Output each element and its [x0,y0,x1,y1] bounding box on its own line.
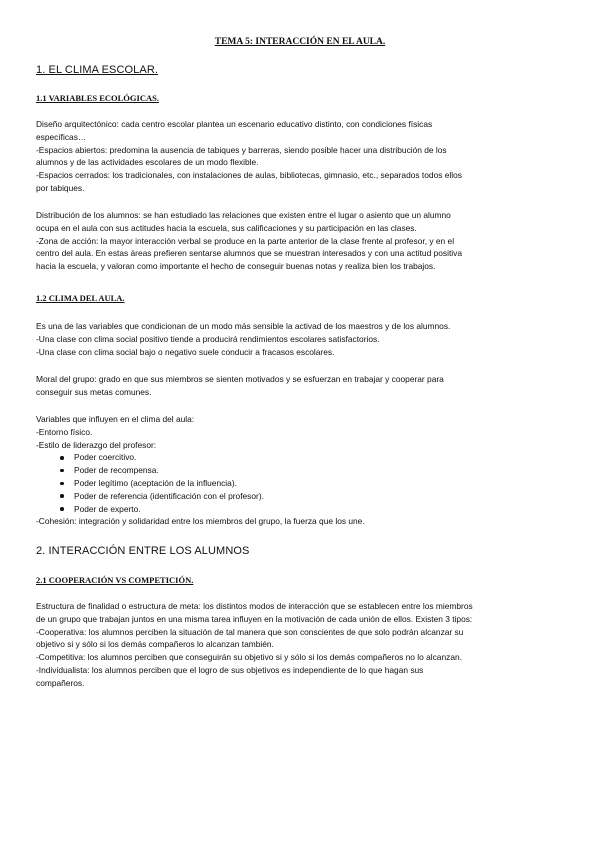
text-line: centro del aula. En estas áreas prefieren sentarse alumnos que se muestran interesados y con una actitud positiva [36,248,462,259]
group-morale-paragraph [36,373,571,399]
bullet-list-item: Poder de recompensa. [36,464,571,477]
text-line: ocupa en el aula con sus actitudes hacia la escuela, sus calificaciones y su participación en las clases. [36,222,417,233]
text-line: -Espacios cerrados: los tradicionales, con instalaciones de aulas, bibliotecas, gimnasio, etc., separados todos ellos [36,170,462,181]
section-1-heading: 1. EL CLIMA ESCOLAR. [36,64,159,76]
text-line: Es una de las variables que condicionan de un modo más sensible la activad de los maestros y de los alumnos. [36,321,451,331]
text-line: hacia la escuela, y valoran como importante el hecho de conseguir buenas notas y realiza bien los trabajos. [36,261,436,272]
text-line: Estructura de finalidad o estructura de meta: los distintos modos de interacción que se establecen entre los miembros [36,601,473,611]
text-line: Diseño arquitectónico: cada centro escolar plantea un escenario educativo distinto, con condiciones físicas [36,119,433,129]
text-line: -Competitiva: los alumnos perciben que conseguirán su objetivo si y sólo si los demás compañeros no lo alcanzan. [36,652,462,663]
subsection-2-1-heading: 2.1 COOPERACIÓN VS COMPETICIÓN. [36,575,194,585]
text-line: Distribución de los alumnos: se han estudiado las relaciones que existen entre el lugar o asiento que un alumno [36,210,451,220]
subsection-1-1-heading: 1.1 VARIABLES ECOLÓGICAS. [36,93,159,103]
section-2-heading: 2. INTERACCIÓN ENTRE LOS ALUMNOS [36,545,250,557]
bullet-list-item: Poder legítimo (aceptación de la influencia). [36,477,571,490]
text-line: -Espacios abiertos: predomina la ausencia de tabiques y barreras, siendo posible hacer una distribución de los [36,144,447,155]
text-line: -Estilo de liderazgo del profesor: [36,439,157,450]
climate-variables-list [36,413,571,528]
text-line: específicas… [36,131,87,142]
text-line: -Una clase con clima social positivo tiende a producirá rendimientos escolares satisfactorios. [36,333,380,344]
text-line: Moral del grupo: grado en que sus miembros se sienten motivados y se esfuerzan en trabajar y cooperar para [36,374,444,384]
text-line: -Zona de acción: la mayor interacción verbal se produce en la parte anterior de la clase frente al profesor, y en el [36,235,455,246]
student-distribution-paragraph [36,209,571,273]
bullet-list-item: Poder de referencia (identificación con el profesor). [36,490,571,503]
bullet-list-item: Poder coercitivo. [36,451,571,464]
ecological-variables-paragraph [36,118,571,195]
text-line: -Cooperativa: los alumnos perciben la situación de tal manera que son conscientes de que solo podrán alcanzar su [36,626,464,637]
text-line: alumnos y de las actividades escolares de un modo flexible. [36,157,259,168]
text-line: por tabiques. [36,182,85,193]
text-line: -Cohesión: integración y solidaridad entre los miembros del grupo, la fuerza que los une. [36,516,365,527]
text-line: objetivo si y sólo si los demás compañeros lo alcanzan también. [36,639,274,650]
bullet-list-item: Poder de experto. [36,503,571,516]
document-title: TEMA 5: INTERACCIÓN EN EL AULA. [214,37,386,47]
text-line: -Entorno físico. [36,426,93,437]
subsection-1-2-heading: 1.2 CLIMA DEL AULA. [36,293,125,303]
text-line: -Individualista: los alumnos perciben que el logro de sus objetivos es independiente de lo que hagan sus [36,664,424,675]
text-line: conseguir sus metas comunes. [36,386,152,397]
text-line: de un grupo que trabajan juntos en una misma tarea influyen en la motivación de cada unión de ellos. Existen 3 tipos: [36,613,473,624]
text-line: compañeros. [36,677,85,688]
text-line: Variables que influyen en el clima del aula: [36,414,195,424]
text-line: -Una clase con clima social bajo o negativo suele conducir a fracasos escolares. [36,346,335,357]
classroom-climate-paragraph [36,320,571,358]
cooperation-competition-paragraph [36,600,571,690]
